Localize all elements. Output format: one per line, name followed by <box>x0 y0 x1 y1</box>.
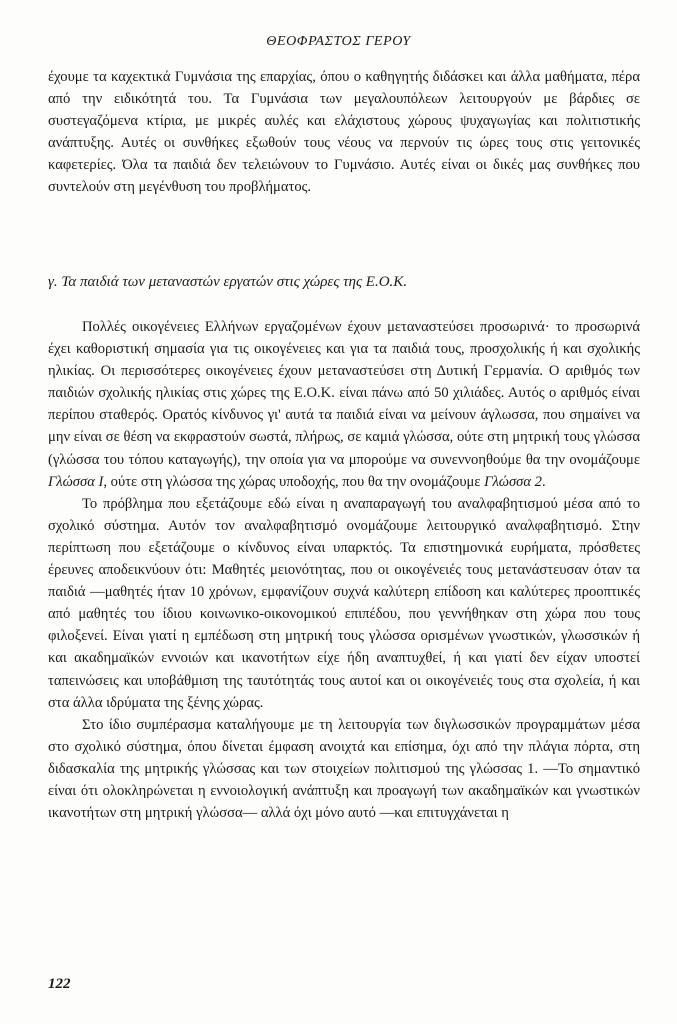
italic-term: Γλώσσα 2 <box>484 473 542 490</box>
page-number: 122 <box>48 976 71 992</box>
paragraph-text: Πολλές οικογένειες Ελλήνων εργαζομένων έχουν μεταναστεύσει προσωρινά· το προσωρινά έχει καθοριστική σημασία για τις οικογένειες και για τα παιδιά τους, προσχολικής ή και σχολικής ηλικίας. Οι περισσότερες οικογένειες έχουν μεταναστεύσει στη Δυτική Γερμανία. Ο αριθμός των παιδιών σχολικής ηλικίας στις χώρες της Ε.Ο.Κ. είναι πάνω από 50 χιλιάδες. Αυτός ο αριθμός είναι περίπου σταθερός. Ορατός κίνδυνος γι' αυτά τα παιδιά είναι να μείνουν άγλωσσα, που σημαίνει να μην είναι σε θέση να εκφραστούν σωστά, πλήρως, σε καμιά γλώσσα, ούτε στη μητρική τους γλώσσα (γλώσσα του τόπου καταγωγής), την οποία για να μπορούμε να συνεννοηθούμε θα την ονομάζουμε <box>48 319 640 468</box>
paragraph: Στο ίδιο συμπέρασμα καταλήγουμε με τη λειτουργία των διγλωσσικών προγραμμάτων μέσα στο σχολικό σύστημα, όπου δίνεται έμφαση ανοιχτά και επίσημα, όχι από την πλάγια πόρτα, στη διδασκαλία της μητρικής γλώσσας και των στοιχείων πολιτισμού της γλώσσας 1. —Το σημαντικό είναι ότι ολοκληρώνεται η εννοιολογική ανάπτυξη και προαγωγή των ακαδημαϊκών και γνωστικών ικανοτήτων στη μητρική γλώσσα— αλλά όχι μόνο αυτό —και επιτυγχάνεται η <box>48 716 640 822</box>
text-block-top <box>48 66 640 199</box>
running-header: ΘΕΟΦΡΑΣΤΟΣ ΓΕΡΟΥ <box>266 34 411 49</box>
italic-term: Γλώσσα Ι <box>48 473 104 490</box>
paragraph: έχουμε τα καχεκτικά Γυμνάσια της επαρχίας, όπου ο καθηγητής διδάσκει και άλλα μαθήματα, πέρα από την ειδικότητά του. Τα Γυμνάσια των μεγαλουπόλεων λειτουργούν με βάρδιες σε συστεγαζόμενα κτίρια, με μικρές αυλές και ελάχιστους χώρους ψυχαγωγίας και πολιτιστικής ανάπτυξης. Αυτές οι συνθήκες εξωθούν τους νέους να περνούν τις ώρες τους στις γειτονικές καφετερίες. Όλα τα παιδιά δεν τελειώνουν το Γυμνάσιο. Αυτές είναι οι δικές μας συνθήκες που συντελούν στη μεγένθυση του προβλήματος. <box>48 69 640 196</box>
text-block-main <box>48 316 640 824</box>
paragraph: Το πρόβλημα που εξετάζουμε εδώ είναι η αναπαραγωγή του αναλφαβητισμού μέσα από το σχολικό σύστημα. Αυτόν τον αναλφαβητισμό ονομάζουμε λειτουργικό αναλφαβητισμό. Στην περίπτωση που εξετάζουμε ο κίνδυνος είναι υπαρκτός. Τα επιστημονικά ευρήματα, πρόσθετες έρευνες αποδεικνύουν ότι: Μαθητές μειονότητας, που οι οικογένειές τους μετανάστευσαν όταν τα παιδιά —μαθητές ήταν 10 χρόνων, εμφανίζουν συχνά καλύτερη επίδοση και καλύτερες προοπτικές από μαθητές του ίδιου κοινωνικο-οικονομικού επιπέδου, που γεννήθηκαν στη χώρα που τους φιλοξενεί. Είναι γιατί η εμπέδωση στη μητρική τους γλώσσα ορισμένων γνωστικών, γλωσσικών ή και ακαδημαϊκών εννοιών και ικανοτήτων είχε ήδη αναπτυχθεί, ή και γιατί δεν είχαν υποστεί ταπεινώσεις και υποβάθμιση της ταυτότητάς τους αυτοί και οι οικογένειές τους στα σχολεία, ή και στα άλλα ιδρύματα της ξένης χώρας. <box>48 495 640 711</box>
paragraph-text: . <box>541 473 546 490</box>
section-heading: γ. Τα παιδιά των μεταναστών εργατών στις χώρες της Ε.Ο.Κ. <box>48 274 408 290</box>
paragraph <box>48 316 640 493</box>
paragraph-text: , ούτε στη γλώσσα της χώρας υποδοχής, που θα την ονομάζουμε <box>103 473 485 490</box>
